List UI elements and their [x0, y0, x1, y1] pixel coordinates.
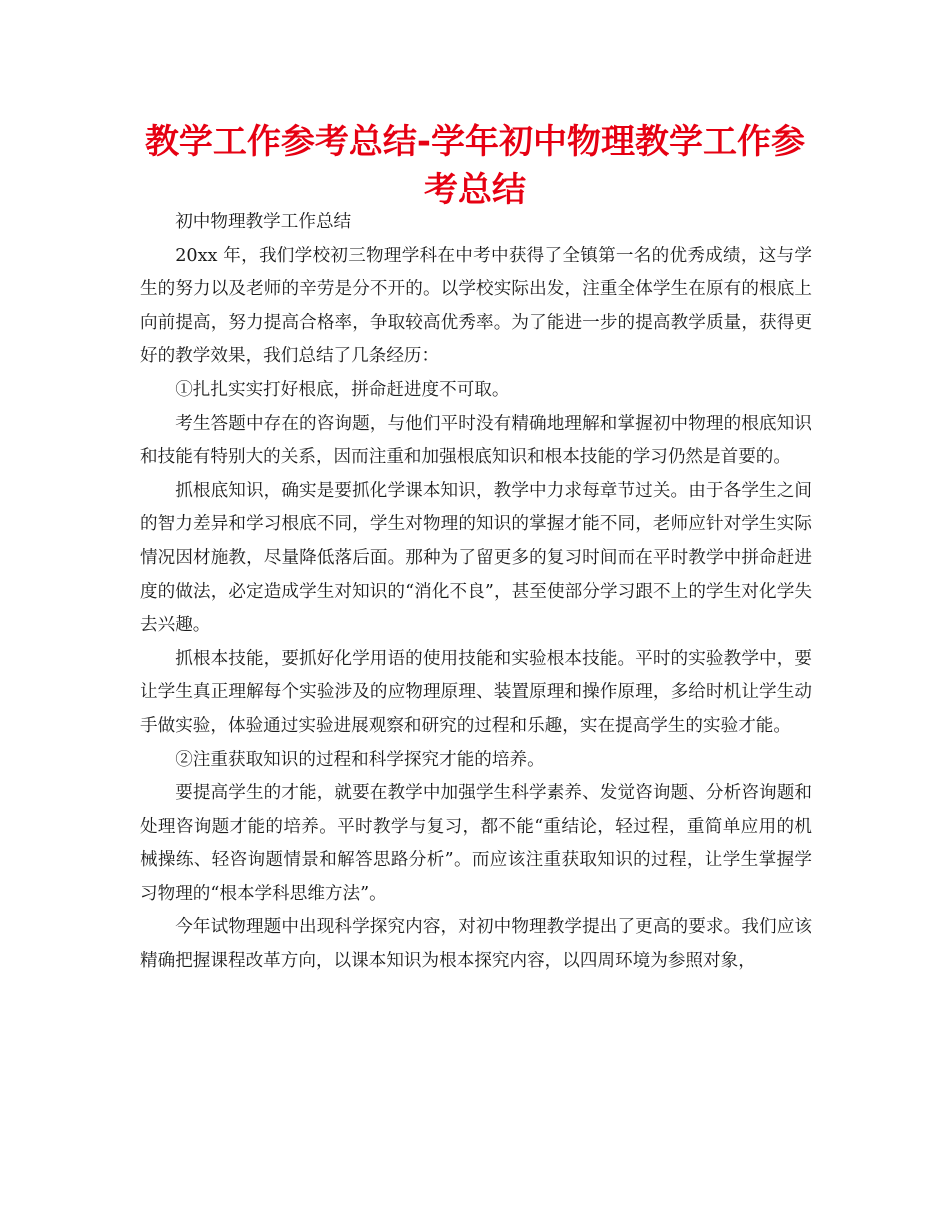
body-paragraph: 今年试物理题中出现科学探究内容，对初中物理教学提出了更高的要求。我们应该精确把握课程改革方向，以课本知识为根本探究内容，以四周环境为参照对象，	[140, 917, 812, 972]
body-paragraph: 抓根底知识，确实是要抓化学课本知识，教学中力求每章节过关。由于各学生之间的智力差异和学习根底不同，学生对物理的知识的掌握才能不同，老师应针对学生实际情况因材施教，尽量降低落后面。那种为了留更多的复习时间而在平时教学中拼命赶进度的做法，必定造成学生对知识的“消化不良”，甚至使部分学习跟不上的学生对化学失去兴趣。	[140, 480, 812, 636]
document-title: 教学工作参考总结-学年初中物理教学工作参考总结	[144, 122, 806, 210]
body-paragraph: 要提高学生的才能，就要在教学中加强学生科学素养、发觉咨询题、分析咨询题和处理咨询题才能的培养。平时教学与复习，都不能“重结论，轻过程，重简单应用的机械操练、轻咨询题情景和解答思路分析”。而应该注重获取知识的过程，让学生掌握学习物理的“根本学科思维方法”。	[140, 783, 812, 904]
body-paragraph: 抓根本技能，要抓好化学用语的使用技能和实验根本技能。平时的实验教学中，要让学生真正理解每个实验涉及的应物理原理、装置原理和操作原理，多给时机让学生动手做实验，体验通过实验进展观察和研究的过程和乐趣，实在提高学生的实验才能。	[140, 648, 812, 736]
body-paragraph: 考生答题中存在的咨询题，与他们平时没有精确地理解和掌握初中物理的根底知识和技能有特别大的关系，因而注重和加强根底知识和根本技能的学习仍然是首要的。	[140, 413, 812, 468]
document-body	[140, 206, 812, 979]
body-paragraph: 20xx 年，我们学校初三物理学科在中考中获得了全镇第一名的优秀成绩，这与学生的努力以及老师的辛劳是分不开的。以学校实际出发，注重全体学生在原有的根底上向前提高，努力提高合格率，争取较高优秀率。为了能进一步的提高教学质量，获得更好的教学效果，我们总结了几条经历：	[140, 245, 812, 367]
subtitle-paragraph: 初中物理教学工作总结	[175, 212, 352, 232]
section-heading-2: ②注重获取知识的过程和科学探究才能的培养。	[175, 749, 545, 770]
section-heading-1: ①扎扎实实打好根底，拼命赶进度不可取。	[175, 379, 510, 400]
